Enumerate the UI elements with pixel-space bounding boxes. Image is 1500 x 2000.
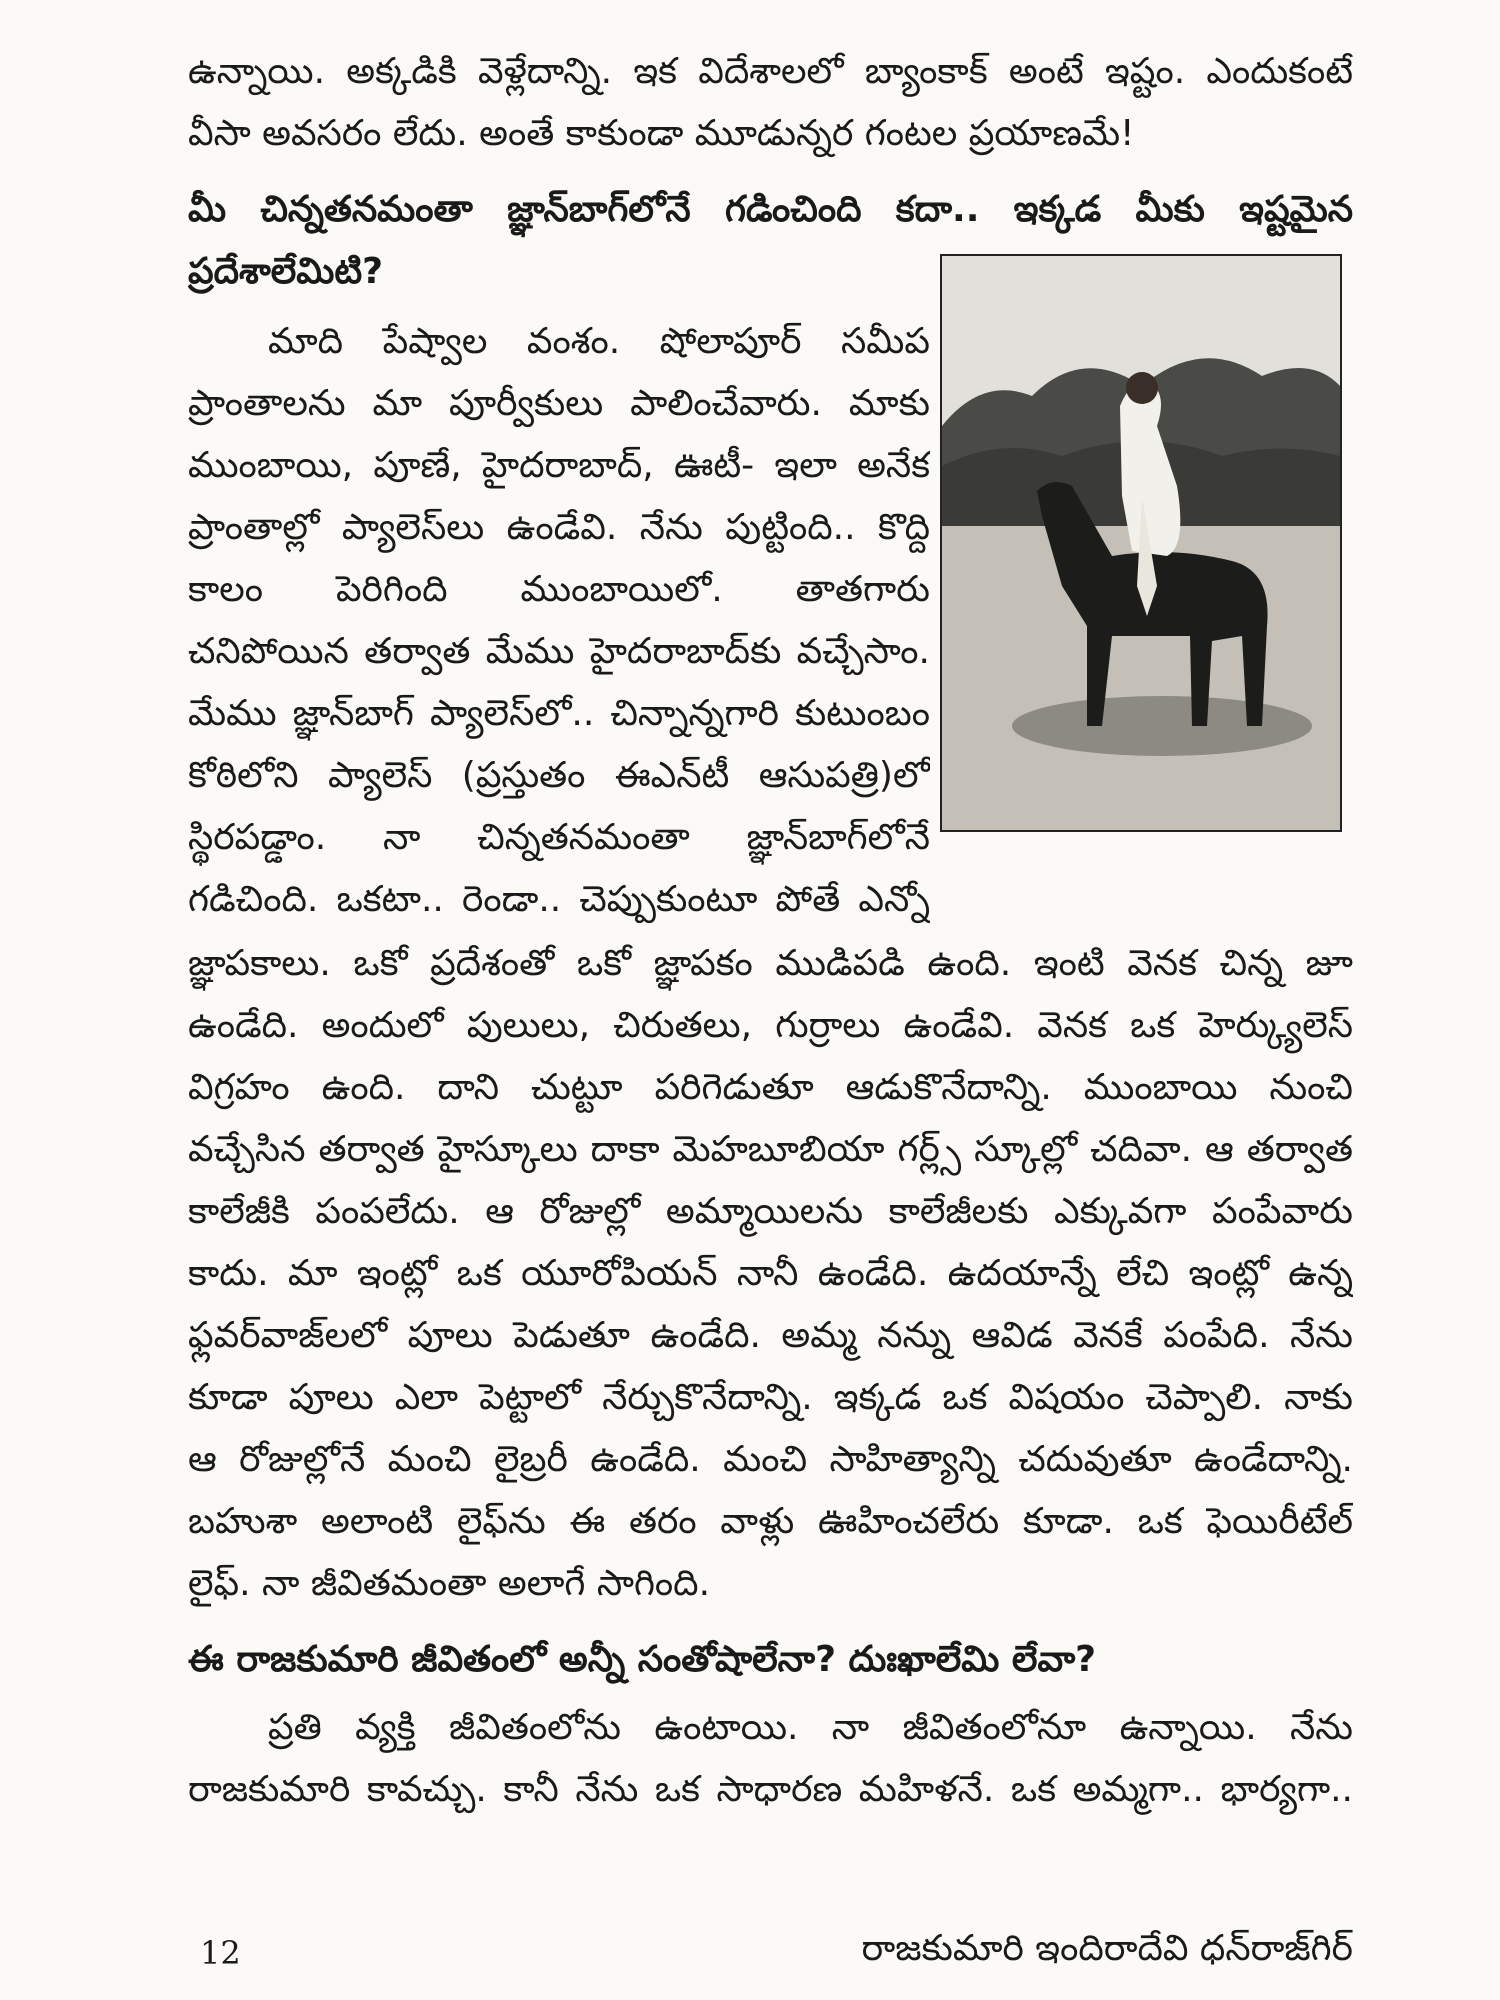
- paragraph-line: ఆ రోజుల్లోనే మంచి లైబ్రరీ ఉండేది. మంచి సాహిత్యాన్ని చదువుతూ ఉండేదాన్ని.: [188, 1439, 1353, 1480]
- paragraph-line: కాలం పెరిగింది ముంబాయిలో. తాతగారు: [188, 569, 930, 610]
- question-heading-line: మీ చిన్నతనమంతా జ్ఞాన్‌బాగ్‌లోనే గడించింది కదా.. ఇక్కడ మీకు ఇష్టమైన: [188, 189, 1353, 230]
- page-number: 12: [200, 1934, 241, 1972]
- photo-girl-on-horse: [940, 254, 1342, 832]
- paragraph-line: వచ్చేసిన తర్వాత హైస్కూలు దాకా మెహబూబియా గర్ల్స్ స్కూల్లో చదివా. ఆ తర్వాత: [188, 1129, 1353, 1170]
- paragraph-line: ఫ్లవర్‌వాజ్‌లలో పూలు పెడుతూ ఉండేది. అమ్మ నన్ను ఆవిడ వెనకే పంపేది. నేను: [188, 1315, 1353, 1356]
- paragraph-line: విగ్రహం ఉంది. దాని చుట్టూ పరిగెడుతూ ఆడుకొనేదాన్ని. ముంబాయి నుంచి: [188, 1067, 1353, 1108]
- paragraph-line: ముంబాయి, పూణే, హైదరాబాద్, ఊటీ- ఇలా అనేక: [188, 445, 930, 486]
- paragraph-line: జ్ఞాపకాలు. ఒకో ప్రదేశంతో ఒకో జ్ఞాపకం ముడిపడి ఉంది. ఇంటి వెనక చిన్న జూ: [188, 943, 1353, 984]
- question-heading-line: ప్రదేశాలేమిటి?: [188, 251, 384, 292]
- paragraph-line: గడిచింది. ఒకటా.. రెండా.. చెప్పుకుంటూ పోతే ఎన్నో: [188, 879, 930, 920]
- question-heading: ఈ రాజకుమారి జీవితంలో అన్నీ సంతోషాలేనా? దుఃఖాలేమి లేవా?: [188, 1639, 1097, 1680]
- paragraph-line: వీసా అవసరం లేదు. అంతే కాకుండా మూడున్నర గంటల ప్రయాణమే!: [188, 113, 1135, 154]
- paragraph-line: లైఫ్. నా జీవితమంతా అలాగే సాగింది.: [188, 1563, 711, 1604]
- document-page: [188, 22, 1353, 1972]
- paragraph-line: ప్రతి వ్యక్తి జీవితంలోను ఉంటాయి. నా జీవితంలోనూ ఉన్నాయి. నేను: [268, 1707, 1353, 1748]
- paragraph-line: ఉండేది. అందులో పులులు, చిరుతలు, గుర్రాలు ఉండేవి. వెనక ఒక హెర్క్యులెస్: [188, 1005, 1353, 1046]
- paragraph-line: ప్రాంతాలను మా పూర్వీకులు పాలించేవారు. మాకు: [188, 383, 930, 424]
- paragraph-line: స్థిరపడ్డాం. నా చిన్నతనమంతా జ్ఞాన్‌బాగ్‌లోనే: [188, 817, 930, 858]
- paragraph-line: మాది పేష్వాల వంశం. షోలాపూర్ సమీప: [268, 321, 930, 362]
- paragraph-line: మేము జ్ఞాన్‌బాగ్ ప్యాలెస్‌లో.. చిన్నాన్నగారి కుటుంబం: [188, 693, 930, 734]
- paragraph-line: బహుశా అలాంటి లైఫ్‌ను ఈ తరం వాళ్లు ఊహించలేరు కూడా. ఒక ఫెయిరీటేల్: [188, 1501, 1353, 1542]
- paragraph-line: ప్రాంతాల్లో ప్యాలెస్‌లు ఉండేవి. నేను పుట్టింది.. కొద్ది: [188, 507, 930, 548]
- running-footer-title: రాజకుమారి ఇందిరాదేవి ధన్‌రాజ్‌గిర్: [861, 1928, 1353, 1969]
- paragraph-line: రాజకుమారి కావచ్చు. కానీ నేను ఒక సాధారణ మహిళనే. ఒక అమ్మగా.. భార్యగా..: [188, 1769, 1353, 1810]
- paragraph-line: కోఠిలోని ప్యాలెస్ (ప్రస్తుతం ఈఎన్‌టీ ఆసుపత్రి)లో: [188, 755, 930, 796]
- paragraph-line: కాలేజీకి పంపలేదు. ఆ రోజుల్లో అమ్మాయిలను కాలేజీలకు ఎక్కువగా పంపేవారు: [188, 1191, 1353, 1232]
- paragraph-line: చనిపోయిన తర్వాత మేము హైదరాబాద్‌కు వచ్చేసాం.: [188, 631, 930, 672]
- paragraph-line: కూడా పూలు ఎలా పెట్టాలో నేర్చుకొనేదాన్ని. ఇక్కడ ఒక విషయం చెప్పాలి. నాకు: [188, 1377, 1353, 1418]
- paragraph-line: ఉన్నాయి. అక్కడికి వెళ్లేదాన్ని. ఇక విదేశాలలో బ్యాంకాక్ అంటే ఇష్టం. ఎందుకంటే: [188, 51, 1353, 92]
- photo-illustration: [942, 256, 1340, 830]
- paragraph-line: కాదు. మా ఇంట్లో ఒక యూరోపియన్ నానీ ఉండేది. ఉదయాన్నే లేచి ఇంట్లో ఉన్న: [188, 1253, 1353, 1294]
